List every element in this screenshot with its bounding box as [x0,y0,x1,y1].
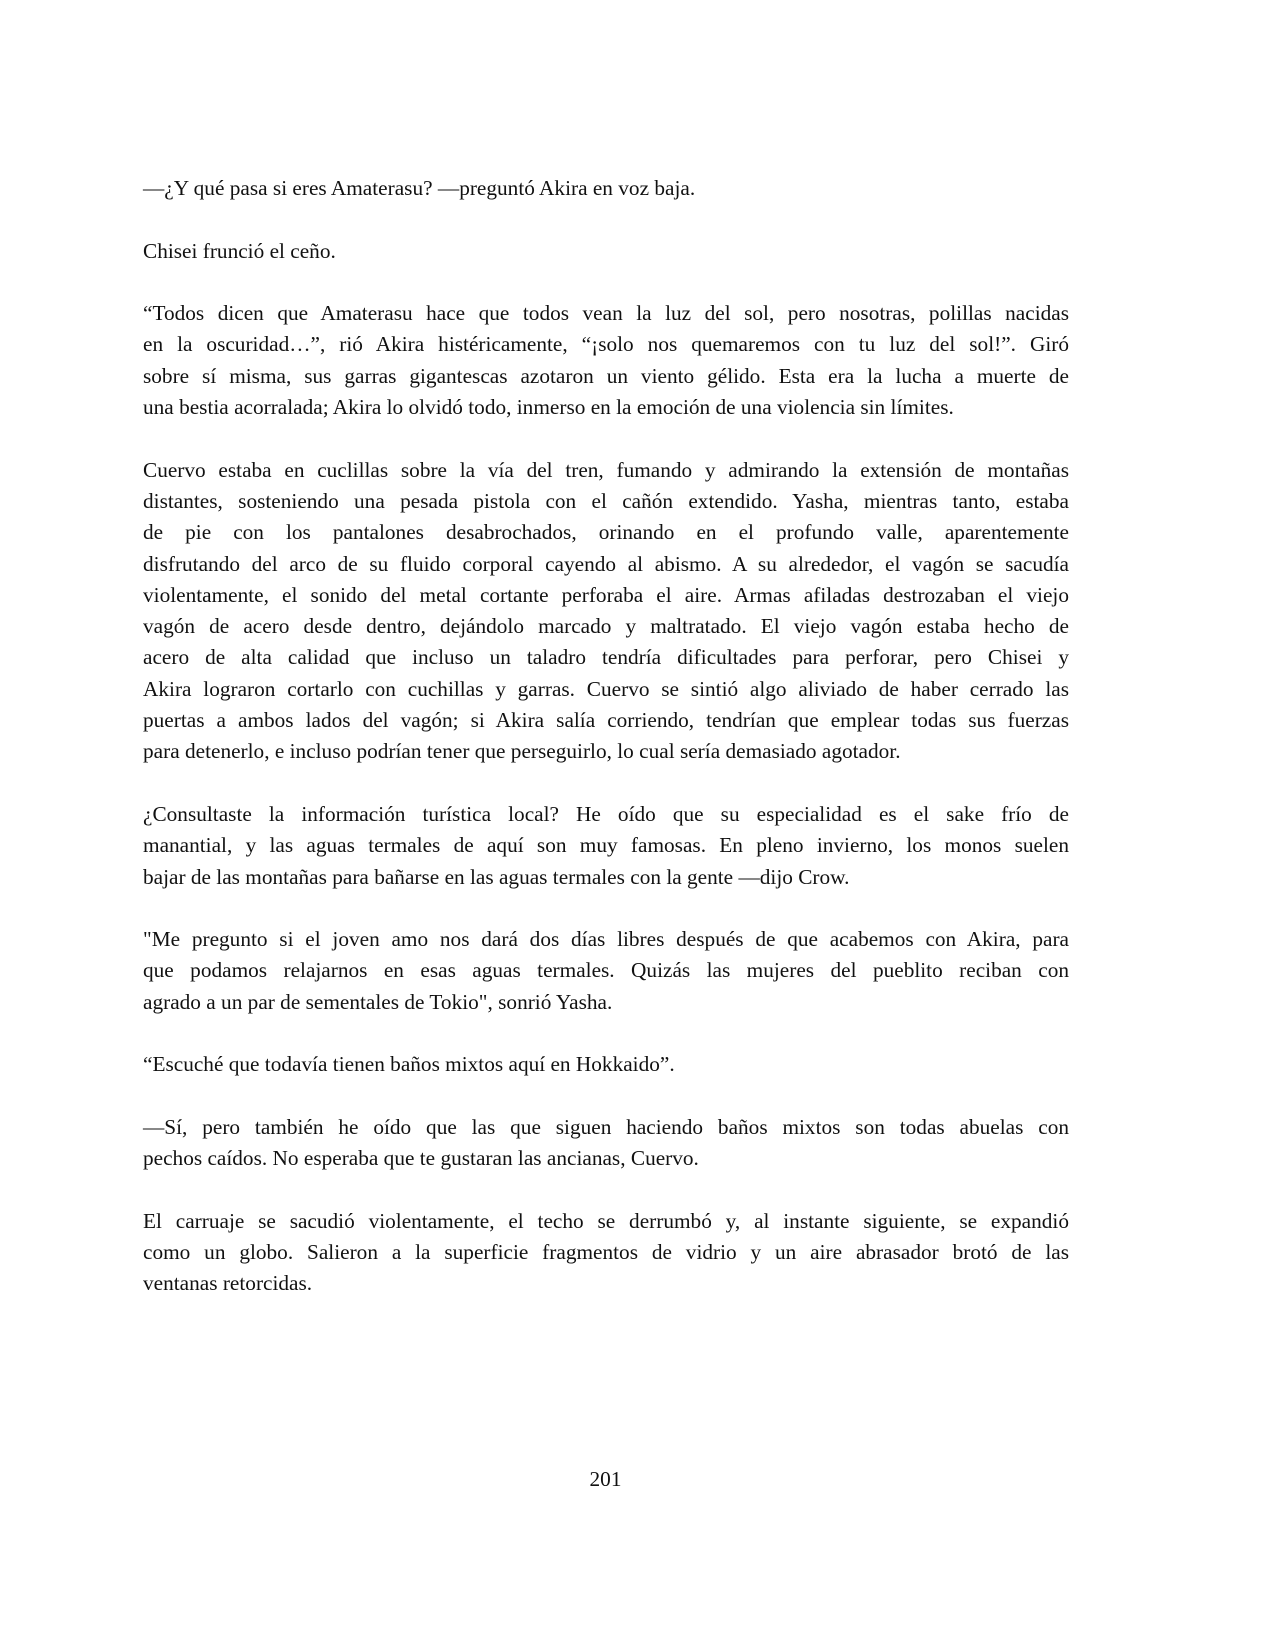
text-line: “Escuché que todavía tienen baños mixtos aquí en Hokkaido”. [143,1052,675,1077]
text-line: —Sí, pero también he oído que las que siguen haciendo baños mixtos son todas abuelas con [143,1114,1069,1139]
text-line: "Me pregunto si el joven amo nos dará dos días libres después de que acabemos con Akira, para [143,927,1069,952]
text-line: vagón de acero desde dentro, dejándolo marcado y maltratado. El viejo vagón estaba hecho de [143,614,1069,639]
text-line: como un globo. Salieron a la superficie fragmentos de vidrio y un aire abrasador brotó de las [143,1240,1069,1265]
text-line: manantial, y las aguas termales de aquí son muy famosas. En pleno invierno, los monos suelen [143,833,1069,858]
text-line: Akira lograron cortarlo con cuchillas y garras. Cuervo se sintió algo aliviado de haber cerrado las [143,676,1069,701]
text-line: —¿Y qué pasa si eres Amaterasu? —preguntó Akira en voz baja. [143,176,696,200]
paragraph [143,924,1069,1018]
paragraph [143,236,1069,267]
text-line: disfrutando del arco de su fluido corporal cayendo al abismo. A su alrededor, el vagón se sacudía [143,551,1069,576]
paragraph [143,799,1069,893]
text-line: que podamos relajarnos en esas aguas termales. Quizás las mujeres del pueblito reciban con [143,958,1069,983]
text-line: sobre sí misma, sus garras gigantescas azotaron un viento gélido. Esta era la lucha a muerte de [143,363,1069,388]
text-line: de pie con los pantalones desabrochados, orinando en el profundo valle, aparentemente [143,520,1069,545]
text-line: puertas a ambos lados del vagón; si Akira salía corriendo, tendrían que emplear todas sus fuerzas [143,708,1069,733]
paragraph [143,298,1069,423]
text-line: acero de alta calidad que incluso un taladro tendría dificultades para perforar, pero Chisei y [143,645,1069,670]
paragraph [143,1112,1069,1175]
paragraph [143,1206,1069,1300]
text-line: para detenerlo, e incluso podrían tener que perseguirlo, lo cual sería demasiado agotador. [143,739,901,764]
text-line: “Todos dicen que Amaterasu hace que todos vean la luz del sol, pero nosotras, polillas nacidas [143,301,1069,326]
paragraph [143,1049,1069,1080]
text-line: una bestia acorralada; Akira lo olvidó todo, inmerso en la emoción de una violencia sin límites. [143,395,954,420]
text-line: Chisei frunció el ceño. [143,238,336,263]
text-line: agrado a un par de sementales de Tokio", sonrió Yasha. [143,989,613,1014]
text-line: El carruaje se sacudió violentamente, el techo se derrumbó y, al instante siguiente, se expandió [143,1208,1069,1233]
text-line: bajar de las montañas para bañarse en las aguas termales con la gente —dijo Crow. [143,864,850,889]
page-number: 201 [589,1467,622,1491]
text-line: ventanas retorcidas. [143,1271,313,1296]
paragraph [143,455,1069,768]
text-line: Cuervo estaba en cuclillas sobre la vía del tren, fumando y admirando la extensión de montañas [143,457,1069,482]
text-line: pechos caídos. No esperaba que te gustaran las ancianas, Cuervo. [143,1146,699,1171]
text-line: ¿Consultaste la información turística local? He oído que su especialidad es el sake frío de [143,801,1069,826]
paragraph [143,173,1069,204]
page-body [143,173,1069,1331]
text-line: en la oscuridad…”, rió Akira histéricamente, “¡solo nos quemaremos con tu luz del sol!”. Giró [143,332,1069,357]
text-line: distantes, sosteniendo una pesada pistola con el cañón extendido. Yasha, mientras tanto, estaba [143,488,1069,513]
text-line: violentamente, el sonido del metal cortante perforaba el aire. Armas afiladas destrozaban el viejo [143,582,1069,607]
